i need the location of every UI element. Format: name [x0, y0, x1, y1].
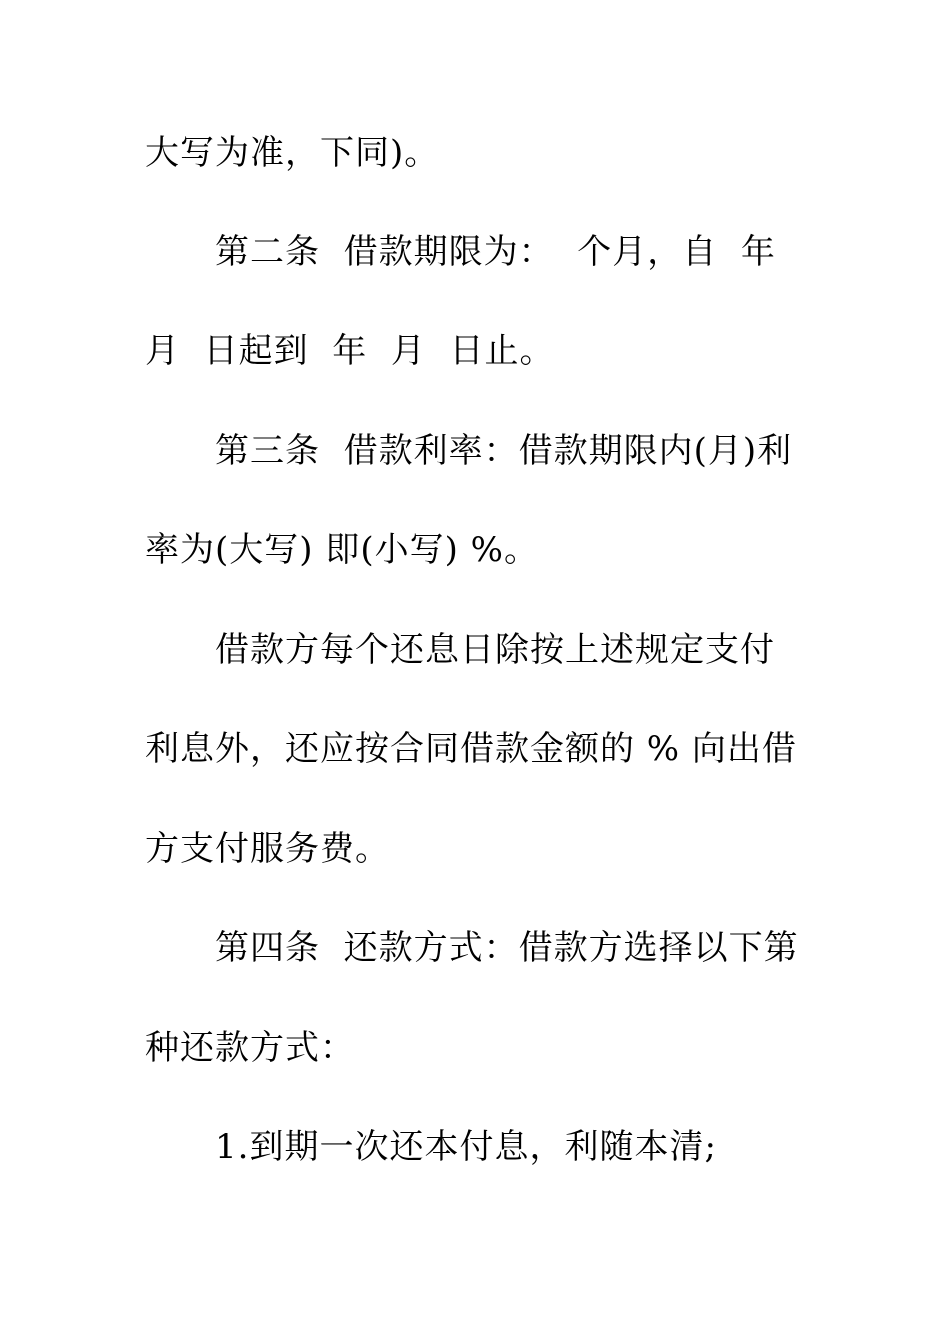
text-line-8: 方支付服务费。: [145, 829, 390, 869]
text-line-3: 月 日起到 年 月 日止。: [145, 331, 555, 371]
repayment-option-1-line: 1.到期一次还本付息，利随本清;: [215, 1127, 717, 1167]
text-line-10: 种还款方式：: [145, 1028, 355, 1068]
text-line-7: 利息外，还应按合同借款金额的 % 向出借: [145, 729, 797, 769]
clause-3-heading-line: 第三条 借款利率：借款期限内(月)利: [215, 431, 793, 471]
paragraph-service-fee-line: 借款方每个还息日除按上述规定支付: [215, 630, 775, 670]
clause-4-heading-line: 第四条 还款方式：借款方选择以下第: [215, 928, 799, 968]
text-line-5: 率为(大写) 即(小写) %。: [145, 530, 539, 570]
text-line-1: 大写为准，下同)。: [145, 133, 440, 173]
clause-2-heading-line: 第二条 借款期限为： 个月，自 年: [215, 232, 776, 272]
